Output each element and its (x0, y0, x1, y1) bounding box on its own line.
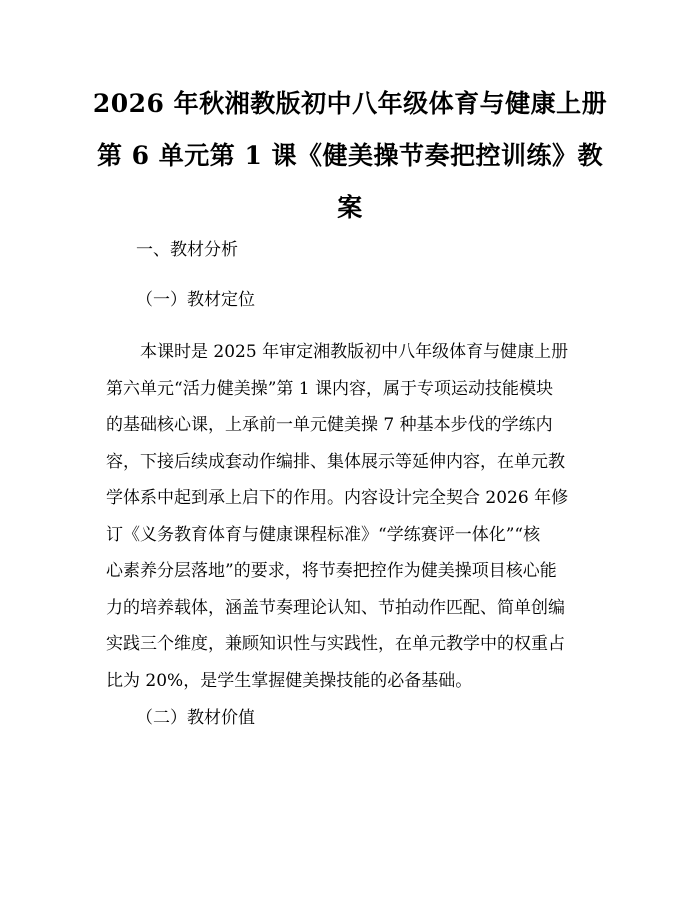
paragraph-material-positioning (106, 334, 600, 699)
paragraph-line-8: 力的培养载体，涵盖节奏理论认知、节拍动作匹配、简单创编 (106, 597, 565, 618)
title-line-2: 第 6 单元第 1 课《健美操节奏把控训练》教 (96, 141, 604, 170)
paragraph-line-3: 的基础核心课，上承前一单元健美操 7 种基本步伐的学练内 (106, 415, 553, 435)
paragraph-line-1: 本课时是 2025 年审定湘教版初中八年级体育与健康上册 (140, 342, 569, 362)
subsection-heading-material-value: （二）教材价值 (136, 708, 255, 728)
paragraph-line-6: 订《义务教育体育与健康课程标准》“学练赛评一体化”“核 (106, 524, 541, 545)
document-title (90, 78, 610, 234)
paragraph-line-5: 学体系中起到承上启下的作用。内容设计完全契合 2026 年修 (106, 488, 569, 508)
section-heading-teaching-material-analysis: 一、教材分析 (136, 240, 238, 260)
paragraph-line-4: 容，下接后续成套动作编排、集体展示等延伸内容，在单元教 (106, 451, 565, 472)
title-line-3: 案 (337, 193, 363, 222)
title-line-1: 2026 年秋湘教版初中八年级体育与健康上册 (92, 89, 608, 118)
paragraph-line-7: 心素养分层落地”的要求，将节奏把控作为健美操项目核心能 (106, 561, 557, 581)
paragraph-line-10: 比为 20%，是学生掌握健美操技能的必备基础。 (106, 670, 473, 691)
paragraph-line-2: 第六单元“活力健美操”第 1 课内容，属于专项运动技能模块 (106, 378, 554, 399)
subsection-heading-material-positioning: （一）教材定位 (136, 290, 255, 310)
paragraph-line-9: 实践三个维度，兼顾知识性与实践性，在单元教学中的权重占 (106, 634, 565, 654)
